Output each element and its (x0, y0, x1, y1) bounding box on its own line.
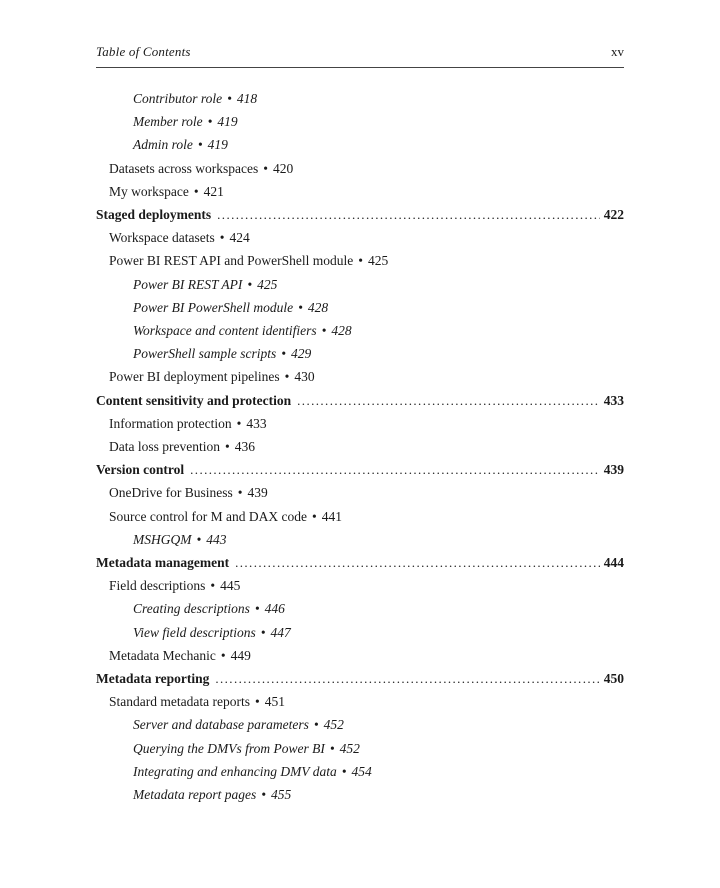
toc-entry-title: Integrating and enhancing DMV data (133, 763, 337, 779)
toc-entry-separator: • (261, 787, 266, 803)
toc-entry-page-number: 433 (603, 392, 624, 408)
toc-entry (133, 319, 624, 342)
toc-entry-separator: • (247, 276, 253, 292)
toc-entry-title: Workspace and content identifiers (133, 323, 317, 339)
toc-entry-separator (235, 551, 600, 574)
toc-entry (109, 157, 624, 180)
toc-entry (133, 273, 624, 296)
toc-entry-separator: • (254, 694, 260, 710)
toc-entry-page-number: 418 (236, 91, 258, 106)
toc-entry-title: Querying the DMVs from Power BI (133, 740, 325, 756)
toc-entry-separator: • (263, 160, 268, 176)
toc-entry-title: Metadata reporting (96, 671, 210, 687)
toc-entry-separator (297, 389, 600, 412)
toc-entry-page-number: 428 (331, 323, 352, 339)
toc-entry-separator: • (224, 439, 230, 455)
toc-entry-separator: • (197, 137, 203, 153)
toc-entry-title: Datasets across workspaces (109, 160, 259, 176)
toc-entry-page-number: 419 (207, 137, 228, 153)
toc-entry-title: Source control for M and DAX code (109, 508, 307, 524)
toc-entry-separator: • (193, 183, 199, 199)
toc-entry (133, 296, 624, 319)
page-header (96, 44, 624, 68)
toc-entry-page-number: 452 (323, 717, 344, 733)
toc-entry (96, 551, 624, 574)
toc-entry-separator: • (236, 415, 242, 431)
toc-entry-separator: • (311, 508, 317, 524)
toc-entry (109, 435, 624, 458)
toc-entry-separator: • (237, 485, 243, 501)
toc-entry-title: MSHGQM (133, 531, 192, 547)
toc-entry (109, 249, 624, 272)
toc-entry (133, 783, 624, 806)
toc-entry (109, 365, 624, 388)
toc-entry (109, 412, 624, 435)
toc-entry-page-number: 446 (264, 601, 285, 617)
toc-entry-title: Metadata report pages (133, 787, 257, 803)
toc-entry-title: PowerShell sample scripts (133, 346, 277, 362)
toc-entry (133, 737, 624, 760)
toc-entry-page-number: 449 (230, 647, 251, 663)
toc-entry (109, 690, 624, 713)
toc-entry-page-number: 451 (264, 694, 285, 710)
toc-entry-page-number: 419 (217, 114, 238, 130)
toc-entry (109, 226, 624, 249)
toc-entry-page-number: 420 (272, 160, 294, 176)
toc-entry-page-number: 450 (603, 671, 624, 687)
toc-entry-separator: • (220, 647, 226, 663)
toc-entry-separator (217, 203, 600, 226)
toc-entry-page-number: 424 (229, 230, 250, 246)
toc-entry (133, 621, 624, 644)
toc-entry (109, 505, 624, 528)
running-header-title: Table of Contents (96, 44, 191, 59)
toc-entry-page-number: 428 (307, 299, 329, 315)
toc-entry-separator: • (254, 601, 260, 617)
toc-entry-title: Staged deployments (96, 207, 212, 223)
toc-entry (133, 528, 624, 551)
toc-entry-page-number: 433 (246, 415, 267, 431)
toc-entry-separator: • (210, 578, 216, 594)
toc-entry-title: Power BI PowerShell module (133, 299, 294, 315)
toc-entry (96, 667, 624, 690)
toc-entry-title: Server and database parameters (133, 717, 309, 733)
toc-entry-title: Field descriptions (109, 578, 206, 594)
toc-entry (133, 597, 624, 620)
toc-entry (109, 574, 624, 597)
toc-entry-separator (215, 667, 599, 690)
toc-entry-page-number: 452 (339, 740, 360, 756)
toc-entry-separator (190, 458, 600, 481)
toc-entry (133, 760, 624, 783)
toc-entry-separator: • (260, 624, 266, 640)
toc-entry-page-number: 436 (234, 439, 255, 455)
toc-entry-title: Metadata management (96, 555, 230, 571)
toc-entry-title: View field descriptions (133, 624, 256, 640)
toc-entry-page-number: 430 (294, 369, 315, 385)
toc-entry-title: Creating descriptions (133, 601, 250, 617)
toc-entry-page-number: 445 (220, 578, 241, 594)
toc-entry (109, 481, 624, 504)
toc-entry-separator: • (196, 531, 202, 547)
toc-entry-separator: • (358, 253, 363, 269)
toc-entry-page-number: 447 (270, 624, 291, 640)
toc-entry-separator: • (207, 114, 213, 130)
toc-entry-title: Contributor role (133, 91, 223, 106)
toc-entry-title: Admin role (133, 137, 193, 153)
toc-entry-page-number: 454 (351, 763, 372, 779)
toc-entry-page-number: 439 (603, 462, 624, 478)
toc-entry (133, 87, 624, 110)
toc-entry-title: Information protection (109, 415, 232, 431)
toc-entry-separator: • (227, 91, 232, 106)
toc-entry-page-number: 425 (257, 276, 278, 292)
toc-entry-page-number: 444 (603, 555, 624, 571)
toc-entry-title: Power BI REST API (133, 276, 243, 292)
toc-entry-separator: • (341, 763, 347, 779)
toc-entry-separator: • (284, 369, 290, 385)
toc-entry (109, 180, 624, 203)
toc-entry-page-number: 441 (321, 508, 342, 524)
toc-entry-separator: • (281, 346, 286, 362)
toc-entry-separator: • (313, 717, 319, 733)
toc-entry-page-number: 429 (290, 346, 312, 362)
toc-entry-title: My workspace (109, 183, 189, 199)
toc-entry (96, 458, 624, 481)
toc-list (96, 87, 624, 806)
page-number-roman: xv (611, 44, 624, 59)
toc-entry-separator: • (298, 299, 303, 315)
toc-entry-separator: • (321, 323, 327, 339)
toc-entry (133, 133, 624, 156)
toc-entry-separator: • (329, 740, 335, 756)
toc-entry-page-number: 443 (206, 531, 227, 547)
toc-entry-title: Power BI deployment pipelines (109, 369, 280, 385)
toc-entry (96, 203, 624, 226)
toc-entry-title: Content sensitivity and protection (96, 392, 292, 408)
toc-entry-page-number: 439 (247, 485, 268, 501)
toc-entry-title: Standard metadata reports (109, 694, 250, 710)
toc-entry (109, 644, 624, 667)
toc-entry-title: Version control (96, 462, 185, 478)
toc-entry (96, 389, 624, 412)
toc-entry-page-number: 425 (367, 253, 389, 269)
toc-entry-title: Member role (133, 114, 203, 130)
toc-entry-page-number: 421 (203, 183, 224, 199)
toc-entry-title: OneDrive for Business (109, 485, 233, 501)
toc-entry-title: Power BI REST API and PowerShell module (109, 253, 354, 269)
toc-entry-title: Metadata Mechanic (109, 647, 216, 663)
toc-entry (133, 110, 624, 133)
toc-entry-page-number: 455 (270, 787, 292, 803)
toc-entry-page-number: 422 (603, 207, 624, 223)
toc-entry-separator: • (219, 230, 225, 246)
toc-entry-title: Data loss prevention (109, 439, 220, 455)
toc-entry (133, 713, 624, 736)
toc-entry-title: Workspace datasets (109, 230, 215, 246)
toc-entry (133, 342, 624, 365)
